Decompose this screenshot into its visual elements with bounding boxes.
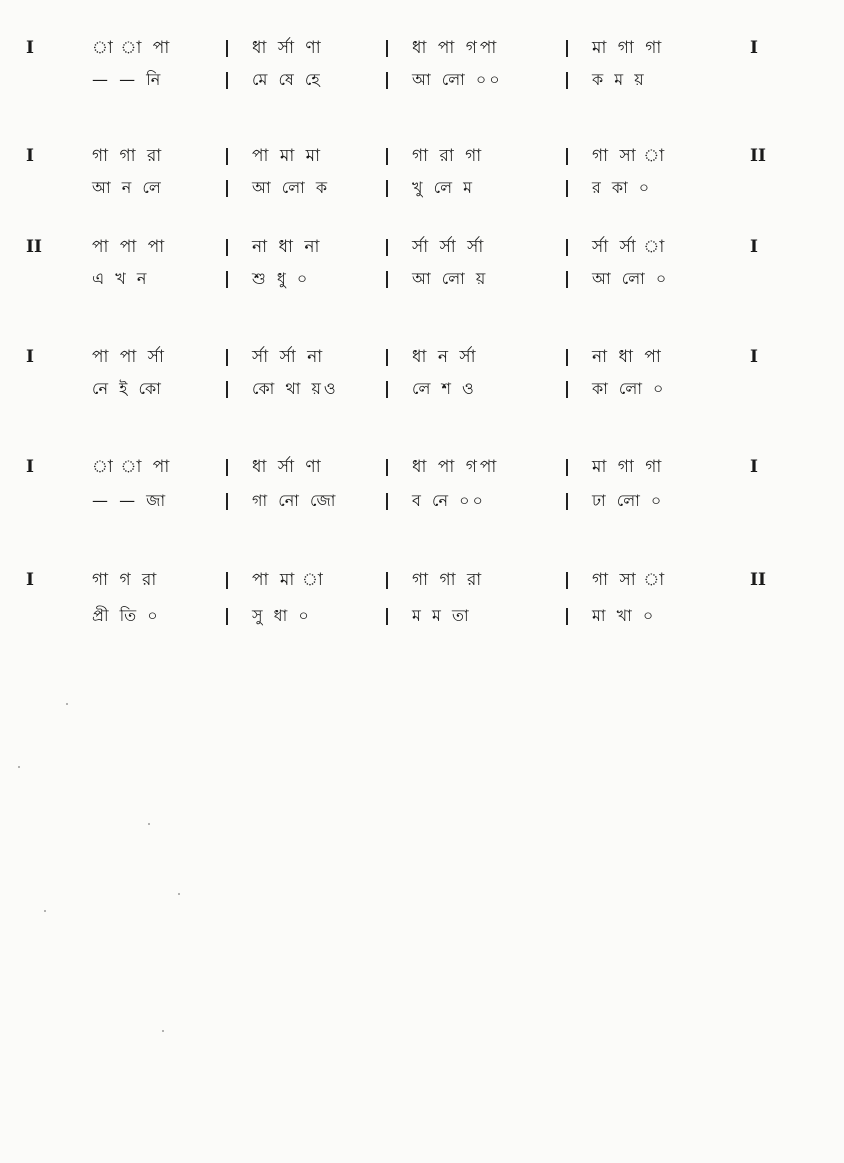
- lyric-measure: খু লে ম: [412, 178, 475, 197]
- lyric-measure: সু ধা ০: [252, 606, 312, 625]
- bar-line: [566, 271, 568, 288]
- bar-line: [226, 271, 228, 288]
- swara-measure: পা পা পা: [92, 237, 168, 257]
- swara-measure: গা গ রা: [92, 570, 160, 590]
- bar-line: [566, 493, 568, 510]
- lyric-row: [0, 173, 844, 203]
- swara-measure: পা মা মা: [252, 146, 324, 166]
- swara-row: [0, 141, 844, 171]
- left-bar-sign: I: [26, 570, 34, 590]
- bar-line: [386, 148, 388, 165]
- swara-measure: ধা ন র্সা: [412, 347, 479, 367]
- bar-line: [226, 349, 228, 366]
- bar-line: [386, 72, 388, 89]
- bar-line: [386, 271, 388, 288]
- paper-speck: [44, 910, 46, 912]
- bar-line: [566, 572, 568, 589]
- swara-measure: ধা পা গপা: [412, 457, 500, 477]
- right-bar-sign: I: [750, 38, 758, 58]
- bar-line: [566, 72, 568, 89]
- lyric-measure: আ লো ০০: [412, 70, 503, 89]
- bar-line: [566, 608, 568, 625]
- swara-measure: না ধা পা: [592, 347, 664, 367]
- left-bar-sign: I: [26, 146, 34, 166]
- paper-speck: [18, 766, 20, 768]
- swara-measure: না ধা না: [252, 237, 323, 257]
- swara-measure: পা পা র্সা: [92, 347, 167, 367]
- bar-line: [226, 493, 228, 510]
- swara-measure: র্সা র্সা না: [252, 347, 326, 367]
- swara-measure: গা গা রা: [92, 146, 165, 166]
- swara-row: [0, 232, 844, 262]
- lyric-measure: আ লো ক: [252, 178, 331, 197]
- bar-line: [226, 459, 228, 476]
- right-bar-sign: II: [750, 146, 766, 166]
- swara-measure: মা গা গা: [592, 38, 665, 58]
- swara-row: [0, 452, 844, 482]
- swara-measure: গা গা রা: [412, 570, 485, 590]
- left-bar-sign: I: [26, 38, 34, 58]
- lyric-row: [0, 486, 844, 516]
- lyric-row: [0, 264, 844, 294]
- swara-measure: ধা র্সা ণা: [252, 38, 324, 58]
- lyric-row: [0, 374, 844, 404]
- lyric-measure: ঢা লো ০: [592, 491, 665, 510]
- bar-line: [566, 381, 568, 398]
- bar-line: [226, 180, 228, 197]
- left-bar-sign: II: [26, 237, 42, 257]
- lyric-row: [0, 601, 844, 631]
- lyric-row: [0, 65, 844, 95]
- lyric-measure: ক ম য়: [592, 70, 647, 89]
- bar-line: [566, 180, 568, 197]
- paper-speck: [162, 1030, 164, 1032]
- swara-measure: ধা র্সা ণা: [252, 457, 324, 477]
- lyric-measure: লে শ ও: [412, 379, 477, 398]
- right-bar-sign: II: [750, 570, 766, 590]
- bar-line: [386, 40, 388, 57]
- paper-speck: [66, 703, 68, 705]
- lyric-measure: প্রী তি ০: [92, 606, 161, 625]
- bar-line: [226, 72, 228, 89]
- lyric-measure: নে ই কো: [92, 379, 164, 398]
- lyric-measure: এ খ ন: [92, 269, 150, 288]
- right-bar-sign: I: [750, 347, 758, 367]
- swara-measure: পা মা া: [252, 570, 326, 590]
- bar-line: [386, 381, 388, 398]
- paper-speck: [178, 893, 180, 895]
- swara-measure: গা সা া: [592, 146, 668, 166]
- bar-line: [566, 239, 568, 256]
- bar-line: [226, 572, 228, 589]
- lyric-measure: কো থা য়ও: [252, 379, 339, 398]
- bar-line: [226, 148, 228, 165]
- lyric-measure: আ লো য়: [412, 269, 489, 288]
- lyric-measure: র কা ০: [592, 178, 653, 197]
- swara-measure: গা সা া: [592, 570, 668, 590]
- swara-row: [0, 342, 844, 372]
- lyric-measure: — — জা: [92, 491, 169, 510]
- left-bar-sign: I: [26, 457, 34, 477]
- bar-line: [226, 381, 228, 398]
- lyric-measure: গা নো জো: [252, 491, 339, 510]
- bar-line: [386, 608, 388, 625]
- lyric-measure: আ ন লে: [92, 178, 164, 197]
- bar-line: [386, 493, 388, 510]
- lyric-measure: মা খা ০: [592, 606, 657, 625]
- right-bar-sign: I: [750, 237, 758, 257]
- lyric-measure: মে ষে হে: [252, 70, 323, 89]
- bar-line: [386, 239, 388, 256]
- bar-line: [226, 40, 228, 57]
- lyric-measure: ব নে ০০: [412, 491, 486, 510]
- swara-measure: গা রা গা: [412, 146, 485, 166]
- lyric-measure: — — নি: [92, 70, 164, 89]
- right-bar-sign: I: [750, 457, 758, 477]
- lyric-measure: আ লো ০: [592, 269, 670, 288]
- bar-line: [386, 572, 388, 589]
- swara-measure: া া পা: [92, 457, 173, 477]
- swara-measure: র্সা র্সা র্সা: [412, 237, 487, 257]
- paper-speck: [148, 823, 150, 825]
- bar-line: [566, 459, 568, 476]
- swara-measure: র্সা র্সা া: [592, 237, 668, 257]
- bar-line: [226, 608, 228, 625]
- swara-measure: া া পা: [92, 38, 173, 58]
- lyric-measure: শু ধু ০: [252, 269, 311, 288]
- bar-line: [566, 349, 568, 366]
- swara-measure: মা গা গা: [592, 457, 665, 477]
- bar-line: [386, 349, 388, 366]
- lyric-measure: ম ম তা: [412, 606, 472, 625]
- bar-line: [386, 459, 388, 476]
- swara-row: [0, 33, 844, 63]
- bar-line: [386, 180, 388, 197]
- swara-row: [0, 565, 844, 595]
- bar-line: [566, 40, 568, 57]
- bar-line: [226, 239, 228, 256]
- swara-measure: ধা পা গপা: [412, 38, 500, 58]
- lyric-measure: কা লো ০: [592, 379, 667, 398]
- left-bar-sign: I: [26, 347, 34, 367]
- bar-line: [566, 148, 568, 165]
